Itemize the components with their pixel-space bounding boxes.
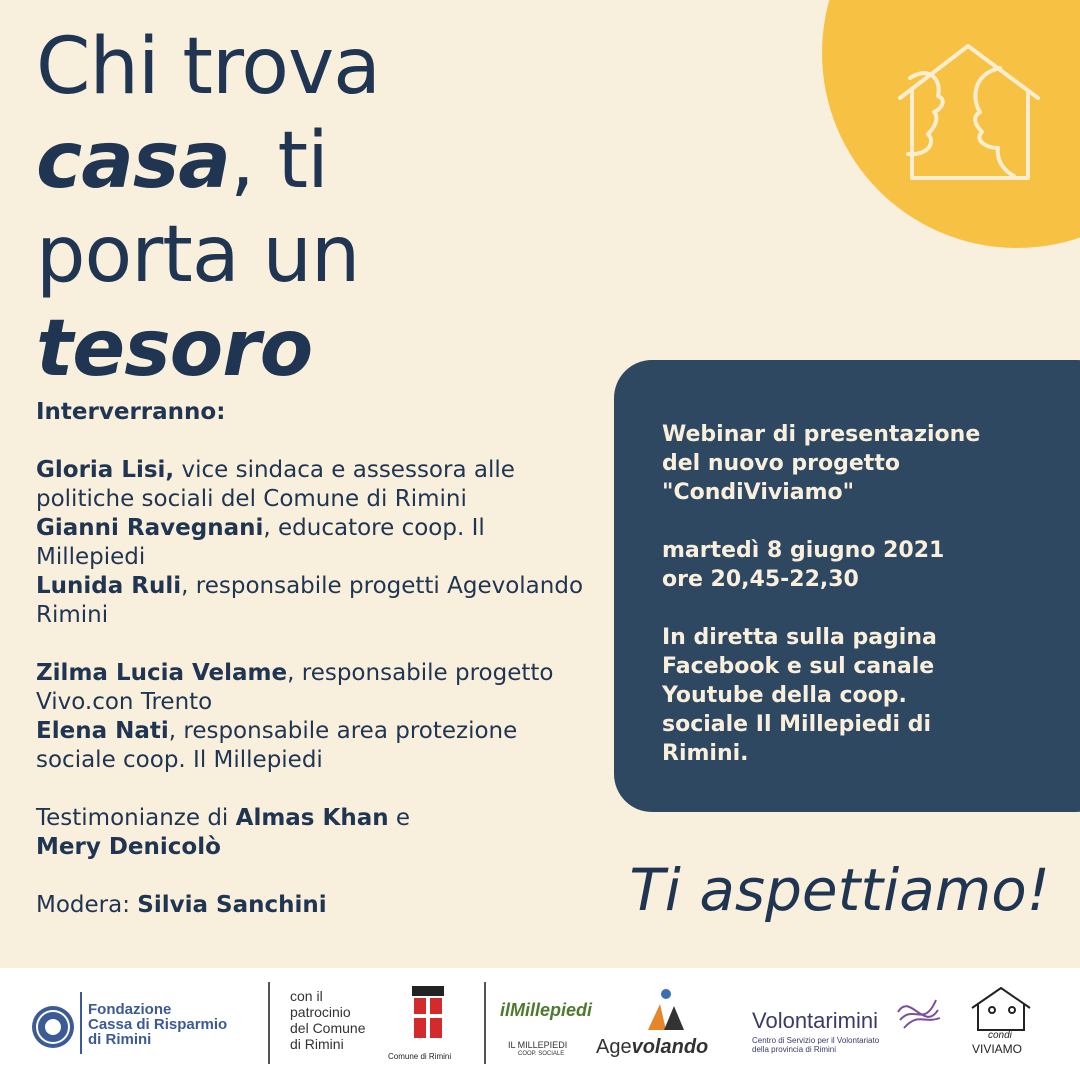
speaker-name: Lunida Ruli: [36, 573, 182, 599]
speaker-role: , responsabile progetti Agevolando Rimini: [36, 573, 584, 628]
divider: [268, 982, 270, 1064]
speaker-item: [36, 514, 596, 572]
divider: [484, 982, 486, 1064]
event-date: martedì 8 giugno 2021: [662, 538, 945, 563]
speakers-section: [36, 398, 596, 920]
millepiedi-caption: IL MILLEPIEDI: [508, 1040, 568, 1050]
speaker-name: Gianni Ravegnani: [36, 515, 264, 541]
title-line-2-rest: , ti: [229, 116, 328, 206]
divider: [80, 992, 82, 1054]
speaker-role: , responsabile area protezione sociale coop. Il Millepiedi: [36, 718, 518, 773]
title-line-2: [36, 114, 596, 208]
condiviviamo-house-icon: [966, 984, 1036, 1034]
moderator: Modera: Silvia Sanchini: [36, 892, 327, 918]
speaker-role: , responsabile progetto Vivo.con Trento: [36, 660, 554, 715]
speaker-name: Gloria Lisi,: [36, 457, 175, 483]
testimonies: Testimonianze di Almas Khan e Mery Denicolò: [36, 805, 411, 860]
volontarimini-swirl-icon: [894, 990, 942, 1034]
volontarimini-logo: Volontarimini: [752, 1008, 878, 1033]
patrocinio-text: con il patrocinio del Comune di Rimini: [290, 988, 366, 1052]
speaker-item: [36, 572, 596, 630]
info-panel-text: Webinar di presentazione del nuovo progetto "CondiViviamo" martedì 8 giugno 2021 ore 20,45-22,30 In diretta sulla pagina Facebook e sul canale Youtube della coop. sociale Il Millepiedi di Rimini.: [662, 420, 1062, 768]
fondazione-emblem-icon: [30, 1004, 76, 1050]
greeting: Ti aspettiamo!: [629, 856, 1050, 924]
speaker-name: Elena Nati: [36, 718, 169, 744]
fondazione-logo: Fondazione Cassa di Risparmio di Rimini: [88, 1001, 228, 1048]
title-line-1: Chi trova: [36, 22, 380, 112]
speaker-role: , educatore coop. Il Millepiedi: [36, 515, 485, 570]
title-word-casa: casa: [36, 116, 230, 206]
testimony-name: Mery Denicolò: [36, 834, 221, 860]
speaker-name: Zilma Lucia Velame: [36, 660, 288, 686]
comune-crest-icon: [408, 984, 448, 1050]
comune-caption: Comune di Rimini: [388, 1052, 452, 1061]
page-title: [36, 20, 596, 396]
speaker-item: [36, 717, 596, 775]
moderator-name: Silvia Sanchini: [137, 892, 327, 918]
agevolando-icon: [640, 988, 688, 1032]
volontarimini-sub: Centro di Servizio per il Volontariato della provincia di Rimini: [752, 1036, 880, 1054]
millepiedi-sub: COOP. SOCIALE: [518, 1051, 565, 1057]
speaker-role: vice sindaca e assessora alle politiche sociali del Comune di Rimini: [36, 457, 515, 512]
millepiedi-wordmark: ilMillepiedi: [500, 1000, 593, 1020]
speaker-item: [36, 659, 596, 717]
event-time: ore 20,45-22,30: [662, 567, 859, 592]
title-line-3: porta un: [36, 210, 360, 300]
speakers-heading: Interverranno:: [36, 399, 226, 425]
speaker-item: [36, 456, 596, 514]
agevolando-logo: Agevolando: [596, 1036, 709, 1058]
house-faces-icon: [888, 38, 1048, 188]
testimony-name: Almas Khan: [235, 805, 389, 831]
condi-text: condi: [988, 1030, 1012, 1041]
title-word-tesoro: tesoro: [36, 304, 313, 394]
project-name: "CondiViviamo": [662, 480, 855, 505]
viviamo-text: VIVIAMO: [972, 1042, 1023, 1056]
